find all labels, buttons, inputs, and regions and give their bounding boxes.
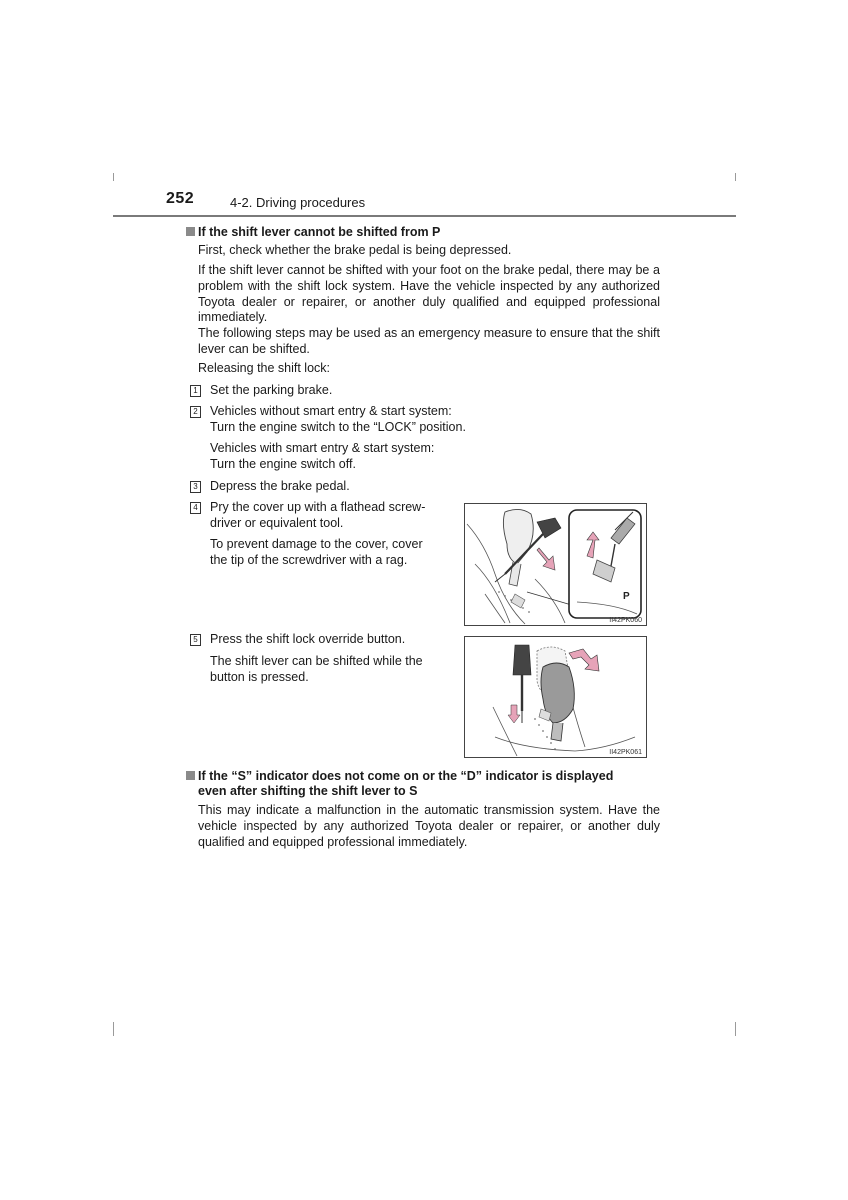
- step-note: The shift lever can be shifted while the: [210, 654, 423, 668]
- override-button-illustration: [465, 637, 646, 757]
- paragraph: This may indicate a malfunction in the automatic transmission system. Have the vehicle inspected by any authorized Toyota dealer or repairer, or another duly qualified and equipped professional immediately.: [198, 803, 660, 849]
- step-number-box: 3: [190, 481, 201, 493]
- section1-heading: If the shift lever cannot be shifted from P: [186, 225, 440, 240]
- crop-mark: [113, 1022, 114, 1036]
- step-number-box: 2: [190, 406, 201, 418]
- step-note: the tip of the screwdriver with a rag.: [210, 553, 408, 567]
- gear-letter: P: [623, 591, 630, 602]
- figure-override-button: [464, 636, 647, 758]
- step-text: driver or equivalent tool.: [210, 516, 344, 530]
- section-title: 4-2. Driving procedures: [230, 195, 366, 210]
- bullet-square-icon: [186, 227, 195, 236]
- step-text: Pry the cover up with a flathead screw-: [210, 500, 426, 514]
- step-text: Press the shift lock override button.: [210, 632, 406, 646]
- header-rule: [113, 215, 736, 217]
- screwdriver-pry-illustration: [465, 504, 646, 625]
- crop-mark: [113, 173, 114, 181]
- step-text: Depress the brake pedal.: [210, 479, 350, 493]
- figure-pry-cover: [464, 503, 647, 626]
- figure-code: II42PK061: [609, 749, 642, 756]
- step-number-box: 5: [190, 634, 201, 646]
- paragraph: The following steps may be used as an emergency measure to ensure that the shift lever can be shifted.: [198, 326, 660, 356]
- page-number: 252: [166, 190, 195, 207]
- step-text: Turn the engine switch to the “LOCK” position.: [210, 420, 466, 434]
- section2-heading: If the “S” indicator does not come on or the “D” indicator is displayed even after shifting the shift lever to S: [186, 769, 662, 799]
- step-text: Turn the engine switch off.: [210, 457, 356, 471]
- step-text: Vehicles without smart entry & start system:: [210, 404, 452, 418]
- step-number-box: 4: [190, 502, 201, 514]
- bullet-square-icon: [186, 771, 195, 780]
- step-note: button is pressed.: [210, 670, 309, 684]
- paragraph: If the shift lever cannot be shifted with your foot on the brake pedal, there may be a problem with the shift lock system. Have the vehicle inspected by any authorized Toyota dealer or repairer, or another duly qualified and equipped professional immediately.: [198, 263, 660, 325]
- step-number-box: 1: [190, 385, 201, 397]
- crop-mark: [735, 1022, 736, 1036]
- paragraph: Releasing the shift lock:: [198, 361, 331, 375]
- figure-code: II42PK060: [609, 617, 642, 624]
- crop-mark: [735, 173, 736, 181]
- step-text: Set the parking brake.: [210, 383, 333, 397]
- paragraph: First, check whether the brake pedal is being depressed.: [198, 243, 512, 257]
- step-note: To prevent damage to the cover, cover: [210, 537, 423, 551]
- step-text: Vehicles with smart entry & start system:: [210, 441, 435, 455]
